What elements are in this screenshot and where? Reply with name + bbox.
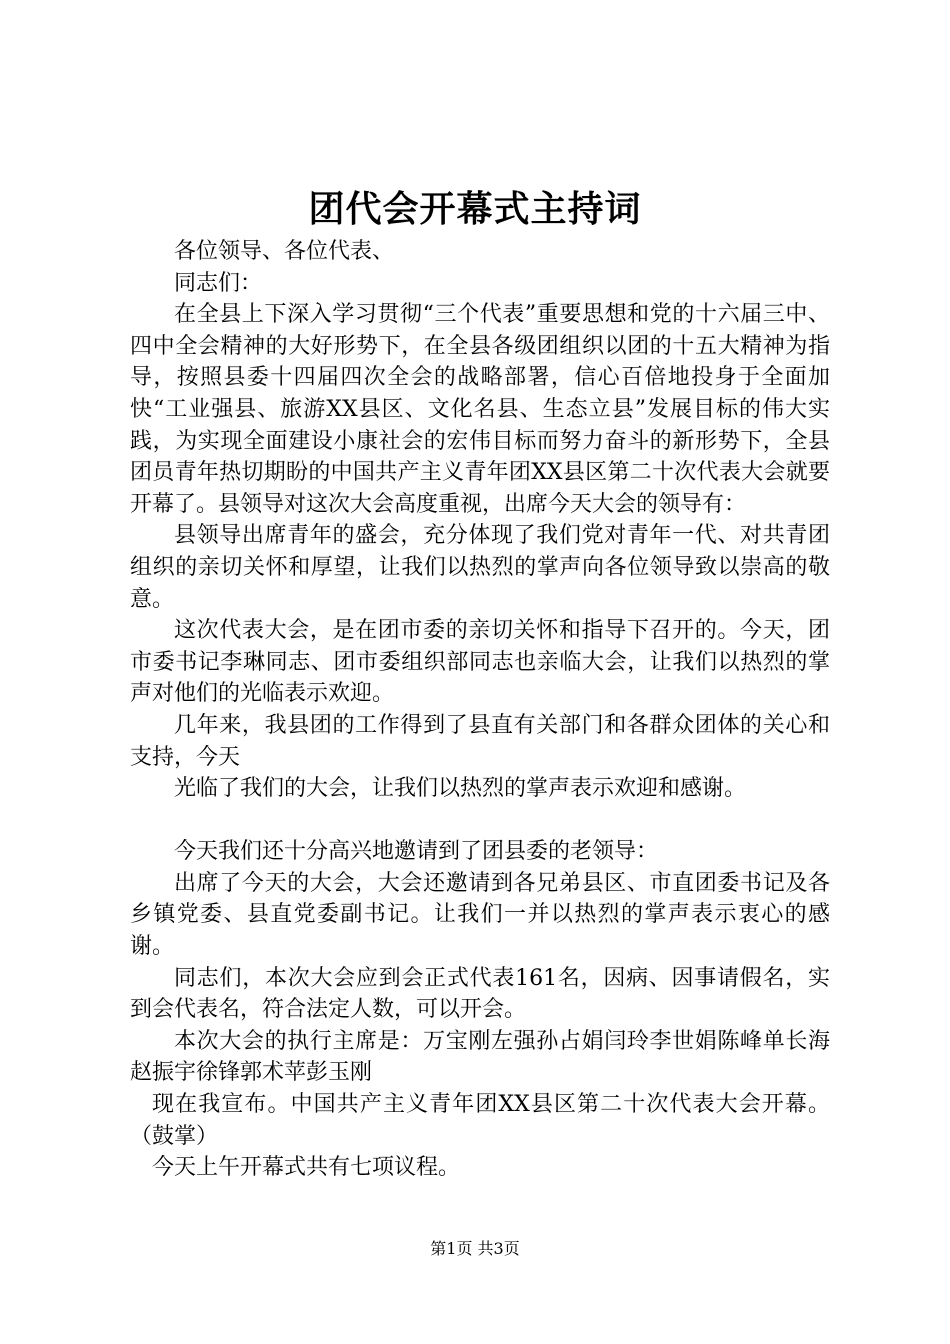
body-paragraph: 这次代表大会，是在团市委的亲切关怀和指导下召开的。今天，团市委书记李琳同志、团市委组织部同志也亲临大会，让我们以热烈的掌声对他们的光临表示欢迎。 [130,618,830,707]
body-paragraph: 现在我宣布。中国共产主义青年团XX县区第二十次代表大会开幕。（鼓掌） [130,1092,830,1149]
body-paragraph: 在全县上下深入学习贯彻“三个代表”重要思想和党的十六届三中、四中全会精神的大好形势下，在全县各级团组织以团的十五大精神为指导，按照县委十四届四次全会的战略部署，信心百倍地投身于全面加快“工业强县、旅游XX县区、文化名县、生态立县”发展目标的伟大实践，为实现全面建设小康社会的宏伟目标而努力奋斗的新形势下，全县团员青年热切期盼的中国共产主义青年团XX县区第二十次代表大会就要开幕了。县领导对这次大会高度重视，出席今天大会的领导有： [130,302,830,517]
body-paragraph: 同志们，本次大会应到会正式代表161名，因病、因事请假名，实到会代表名，符合法定人数，可以开会。 [130,965,830,1023]
body-paragraph: 几年来，我县团的工作得到了县直有关部门和各群众团体的关心和支持，今天 [130,712,830,770]
body-paragraph: 出席了今天的大会，大会还邀请到各兄弟县区、市直团委书记及各乡镇党委、县直党委副书记。让我们一并以热烈的掌声表示衷心的感谢。 [130,870,830,960]
body-paragraph: 本次大会的执行主席是：万宝刚左强孙占娟闫玲李世娟陈峰单长海赵振宇徐锋郭术苹彭玉刚 [130,1028,830,1086]
salutation-line: 同志们： [174,270,263,296]
body-paragraph: 县领导出席青年的盛会，充分体现了我们党对青年一代、对共青团组织的亲切关怀和厚望，让我们以热烈的掌声向各位领导致以崇高的敬意。 [130,523,830,612]
body-paragraph: 光临了我们的大会，让我们以热烈的掌声表示欢迎和感谢。 [174,776,747,802]
body-paragraph: 今天我们还十分高兴地邀请到了团县委的老领导： [174,839,659,865]
body-paragraph: 今天上午开幕式共有七项议程。 [152,1155,461,1181]
document-body [130,236,830,1184]
blank-line [130,805,830,837]
page-number: 第1页 共3页 [430,1239,520,1258]
document-title: 团代会开幕式主持词 [308,188,642,230]
salutation-line: 各位领导、各位代表、 [174,239,395,264]
